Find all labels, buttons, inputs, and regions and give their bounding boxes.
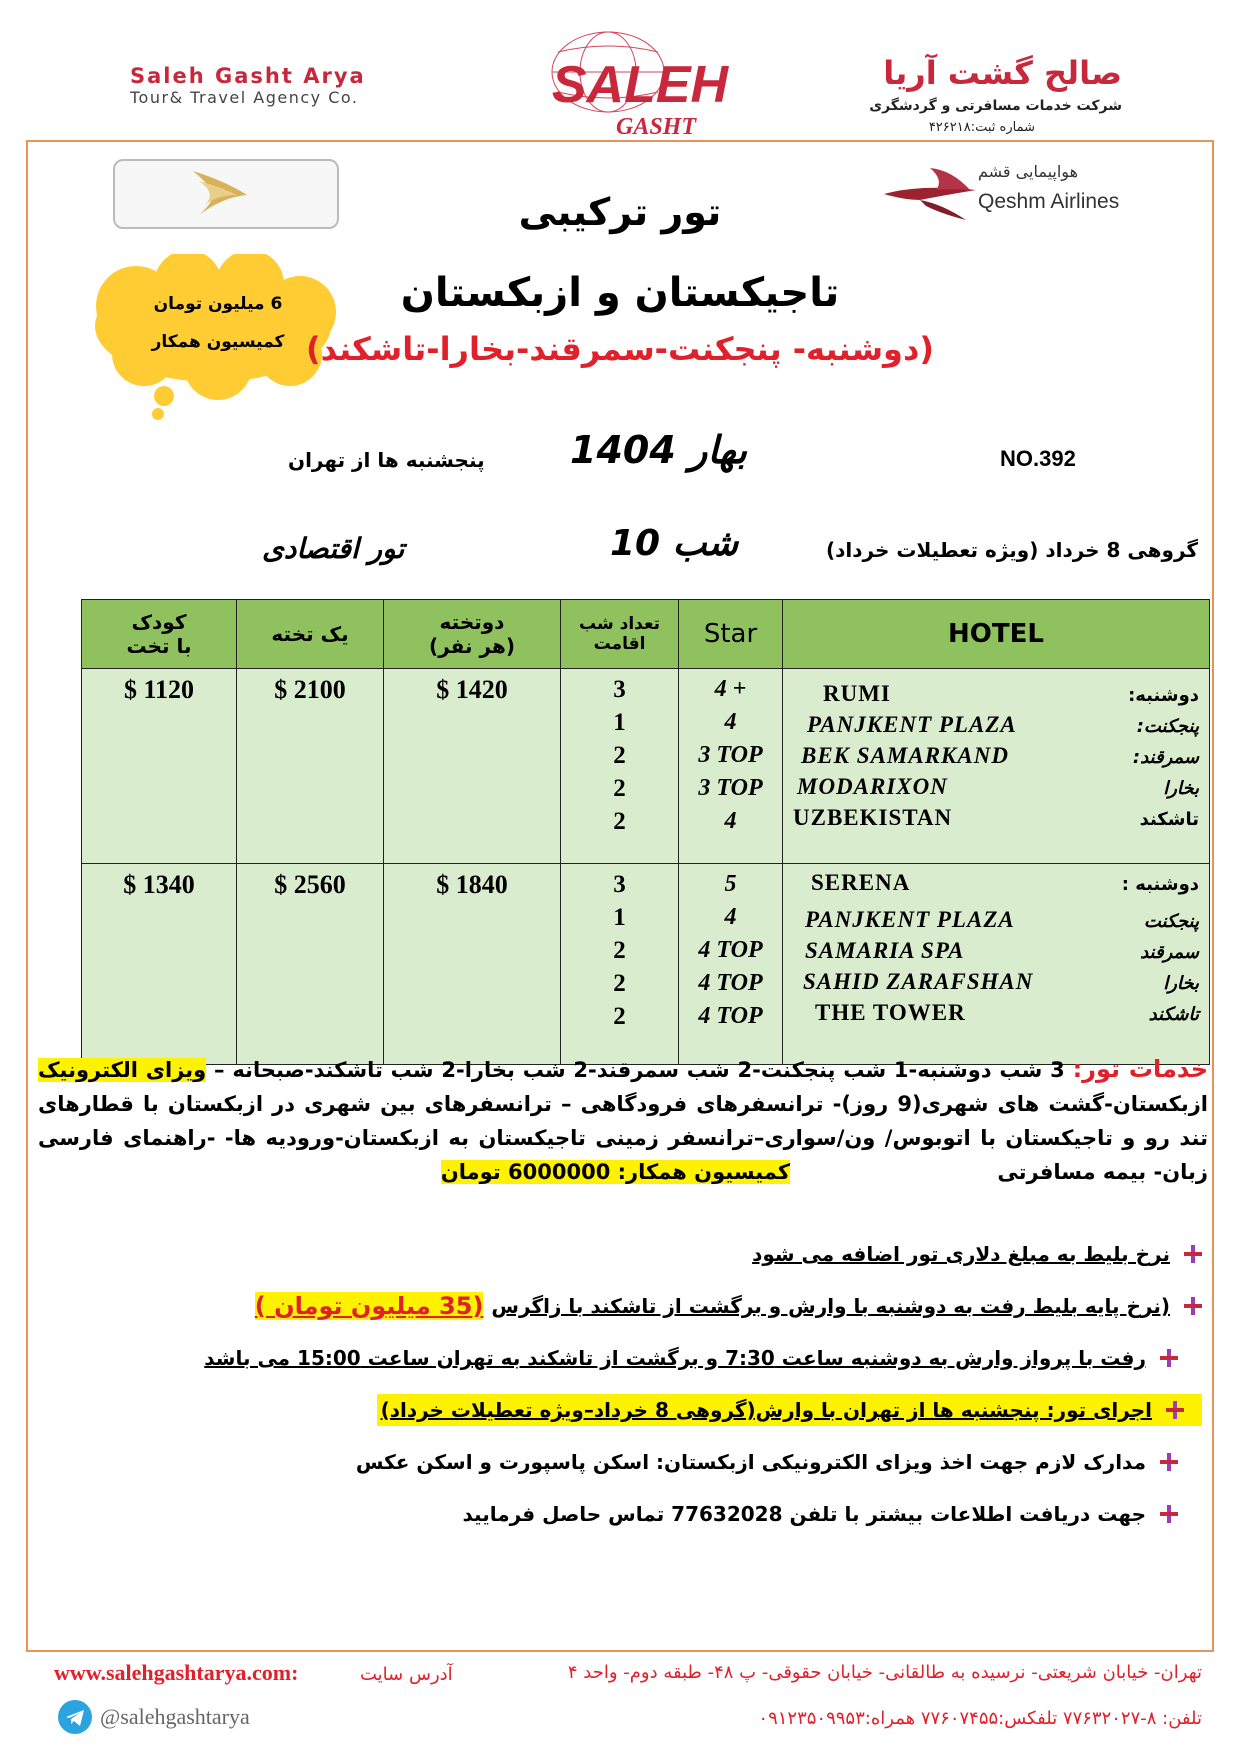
table-header-row: [82, 600, 1210, 669]
star-rating: 4: [724, 808, 737, 834]
tour-number: NO.392: [1000, 446, 1076, 471]
note-tour-run: اجرای تور: پنجشنبه ها از تهران با وارش(گروهی 8 خرداد–ویژه تعطیلات خرداد): [380, 1398, 1152, 1422]
notes-list: [42, 1228, 1202, 1540]
commission-highlight: کمیسیون همکار: 6000000 تومان: [440, 1160, 791, 1184]
tour-run-highlight: [377, 1394, 1202, 1426]
hotels-price-table: [81, 599, 1210, 1065]
hotel-city: پنجکنت:: [1136, 716, 1199, 737]
note-flight-times: رفت با پرواز وارش به دوشنبه ساعت 7:30 و برگشت از تاشکند به تهران ساعت 15:00 می باشد: [204, 1346, 1146, 1370]
plus-bullet-icon: [1160, 1453, 1178, 1471]
hotel-name: BEK SAMARKAND: [801, 743, 1009, 768]
hotel-name: SAHID ZARAFSHAN: [803, 969, 1034, 994]
hotel-name: RUMI: [823, 681, 891, 706]
child-price: $ 1120: [82, 669, 237, 864]
season-year: 1404: [570, 428, 676, 472]
note-ticket-extra: نرخ بلیط به مبلغ دلاری تور اضافه می شود: [752, 1242, 1170, 1266]
brand-registration: شماره ثبت:۴۲۶۲۱۸: [928, 120, 1035, 135]
cloud-commission-label: کمیسیون همکار: [151, 332, 285, 352]
single-price: $ 2100: [237, 669, 384, 864]
star-rating: 3 TOP: [698, 775, 763, 801]
star-rating: 4 +: [714, 676, 747, 702]
season-word: بهار: [689, 428, 748, 472]
night-count: 3: [613, 871, 626, 898]
hotel-city: بخارا: [1163, 973, 1199, 994]
hotel-name: SERENA: [811, 870, 911, 895]
website-label: آدرس سایت: [360, 1664, 453, 1685]
social-handle[interactable]: @salehgashtarya: [100, 1704, 250, 1729]
plus-bullet-icon: [1160, 1349, 1178, 1367]
tour-title: تور ترکیبی: [518, 190, 722, 234]
list-item: [42, 1384, 1202, 1436]
double-header-line1: دوتخته: [439, 610, 505, 634]
nights-header-line2: اقامت: [593, 634, 646, 654]
hotel-city: سمرقند: [1140, 942, 1199, 963]
plus-bullet-icon: [1184, 1297, 1202, 1315]
col-header-single: [237, 600, 384, 669]
hotels-cell: [783, 864, 1210, 1065]
hotel-header: HOTEL: [948, 619, 1044, 649]
hotel-line: [783, 969, 1209, 1000]
tour-type: تور اقتصادی: [262, 532, 405, 565]
logo-word-top: SALEH: [551, 56, 729, 114]
night-count: 2: [613, 937, 626, 964]
cloud-commission-amount: 6 میلیون تومان: [153, 294, 283, 314]
hotel-line: [783, 907, 1209, 938]
list-item: [42, 1436, 1202, 1488]
single-price: $ 2560: [237, 864, 384, 1065]
star-rating: 3 TOP: [698, 742, 763, 768]
col-header-nights: [561, 600, 679, 669]
electronic-visa-highlight: ویزای الکترونیک: [38, 1058, 207, 1082]
note-visa-documents: مدارک لازم جهت اخذ ویزای الکترونیکی ازبکستان: اسکن پاسپورت و اسکن عکس: [355, 1450, 1146, 1474]
double-price: $ 1840: [384, 864, 561, 1065]
hotel-line: [783, 938, 1209, 969]
col-header-star: [679, 600, 783, 669]
hotel-name: MODARIXON: [797, 774, 948, 799]
star-rating: 4 TOP: [698, 970, 763, 996]
hotel-city: پنجکنت: [1143, 911, 1199, 932]
nights-word: شب: [672, 523, 739, 564]
night-count: 2: [613, 742, 626, 769]
qeshm-airlines-persian: هواپیمایی قشم: [978, 162, 1078, 181]
ticket-price-highlight: (35 میلیون تومان ): [254, 1292, 484, 1320]
star-rating: 4 TOP: [698, 1003, 763, 1029]
nights-cell: [561, 864, 679, 1065]
night-count: 2: [613, 808, 626, 835]
qeshm-airlines-english: Qeshm Airlines: [978, 190, 1120, 213]
col-header-child: [82, 600, 237, 669]
hotel-city: سمرقند:: [1132, 747, 1199, 768]
night-count: 2: [613, 1003, 626, 1030]
list-item: [42, 1332, 1202, 1384]
star-header: Star: [703, 619, 758, 649]
brand-english-name: Saleh Gasht Arya: [130, 64, 366, 88]
star-rating: 5: [724, 871, 737, 897]
plus-bullet-icon: [1184, 1245, 1202, 1263]
office-address: تهران- خیابان شریعتی- نرسیده به طالقانی- خیابان حقوقی- پ ۴۸- طبقه دوم- واحد ۴: [567, 1662, 1202, 1683]
saleh-gasht-logo: [530, 28, 750, 140]
hotel-name: PANJKENT PLAZA: [807, 712, 1017, 737]
logo-word-bottom: GASHT: [615, 114, 697, 140]
table-row: [82, 864, 1210, 1065]
telegram-icon[interactable]: [58, 1700, 92, 1734]
services-label: خدمات تور:: [1072, 1055, 1209, 1083]
star-rating: 4: [724, 904, 737, 930]
hotels-cell: [783, 669, 1210, 864]
season-label: [570, 428, 747, 472]
child-header-line1: کودک: [131, 610, 187, 634]
stars-cell: [679, 864, 783, 1065]
group-date: گروهی 8 خرداد (ویژه تعطیلات خرداد): [826, 538, 1199, 562]
list-item: [42, 1228, 1202, 1280]
star-rating: 4 TOP: [698, 937, 763, 963]
phone-numbers: تلفن: ۸-۷۷۶۳۲۰۲۷ تلفکس:۷۷۶۰۷۴۵۵ همراه:۰۹۱۲۳۵۰۹۹۵۳: [758, 1708, 1202, 1729]
night-count: 2: [613, 775, 626, 802]
nights-cell: [561, 669, 679, 864]
tour-countries: تاجیکستان و ازبکستان: [400, 270, 840, 316]
hotel-line: [783, 681, 1209, 712]
plus-bullet-icon: [1166, 1401, 1184, 1419]
night-count: 2: [613, 970, 626, 997]
double-price: $ 1420: [384, 669, 561, 864]
stars-cell: [679, 669, 783, 864]
nights-number: 10: [610, 523, 661, 564]
hotel-city: تاشکند: [1148, 1004, 1199, 1025]
brand-persian-name: صالح گشت آریا: [883, 54, 1122, 92]
website-link[interactable]: www.salehgashtarya.com:: [54, 1660, 299, 1685]
child-price: $ 1340: [82, 864, 237, 1065]
hotel-name: UZBEKISTAN: [793, 805, 953, 830]
list-item: [42, 1488, 1202, 1540]
table-row: [82, 669, 1210, 864]
departure-days: پنجشنبه ها از تهران: [288, 448, 485, 472]
hotel-line: [783, 712, 1209, 743]
col-header-double: [384, 600, 561, 669]
hotel-line: [783, 805, 1209, 836]
night-count: 1: [613, 904, 626, 931]
hotel-line: [783, 870, 1209, 901]
hotel-name: THE TOWER: [815, 1000, 966, 1025]
hotel-city: دوشنبه:: [1128, 685, 1199, 706]
hotel-city: بخارا: [1163, 778, 1199, 799]
col-header-hotel: [783, 600, 1210, 669]
services-text-1: 3 شب دوشنبه-1 شب پنجکنت-2 شب سمرقند-2 شب بخارا-2 شب تاشکند-صبحانه –: [214, 1058, 1065, 1082]
nights-header-line1: تعداد شب: [579, 614, 660, 634]
star-rating: 4: [724, 709, 737, 735]
tour-services: [38, 1052, 1208, 1189]
hotel-city: دوشنبه :: [1121, 874, 1199, 895]
hotel-name: SAMARIA SPA: [805, 938, 965, 963]
tour-route: (دوشنبه- پنجکنت-سمرقند-بخارا-تاشکند): [306, 330, 934, 368]
hotel-line: [783, 774, 1209, 805]
plus-bullet-icon: [1160, 1505, 1178, 1523]
brand-english-subtitle: Tour& Travel Agency Co.: [130, 88, 359, 107]
services-text-2: ازبکستان-گشت های شهری(9 روز)- ترانسفرهای فرودگاهی – ترانسفرهای بین شهری در ازبکستان با قطارهای تند رو و تاجیکستان با اتوبوس/ ون/سواری–ترانسفر زمینی تاجیکستان به ازبکستان-ورودیه ها- -راهنمای فارسی زبان- بیمه مسافرتی: [38, 1092, 1208, 1184]
note-ticket-base: (نرخ پایه بلیط رفت به دوشنبه با وارش و برگشت از تاشکند با زاگرس: [491, 1294, 1170, 1318]
child-header-line2: با تخت: [126, 634, 192, 658]
note-contact: جهت دریافت اطلاعات بیشتر با تلفن 77632028 تماس حاصل فرمایید: [462, 1502, 1146, 1526]
brand-persian-subtitle: شرکت خدمات مسافرتی و گردشگری: [869, 98, 1122, 114]
hotel-name: PANJKENT PLAZA: [805, 907, 1015, 932]
hotel-line: [783, 1000, 1209, 1031]
hotel-city: تاشکند: [1139, 809, 1199, 830]
night-count: 1: [613, 709, 626, 736]
single-header: یک تخته: [271, 622, 349, 646]
hotel-line: [783, 743, 1209, 774]
double-header-line2: (هر نفر): [429, 634, 515, 658]
list-item: [42, 1280, 1202, 1332]
night-count: 3: [613, 676, 626, 703]
nights-label: [610, 523, 738, 564]
